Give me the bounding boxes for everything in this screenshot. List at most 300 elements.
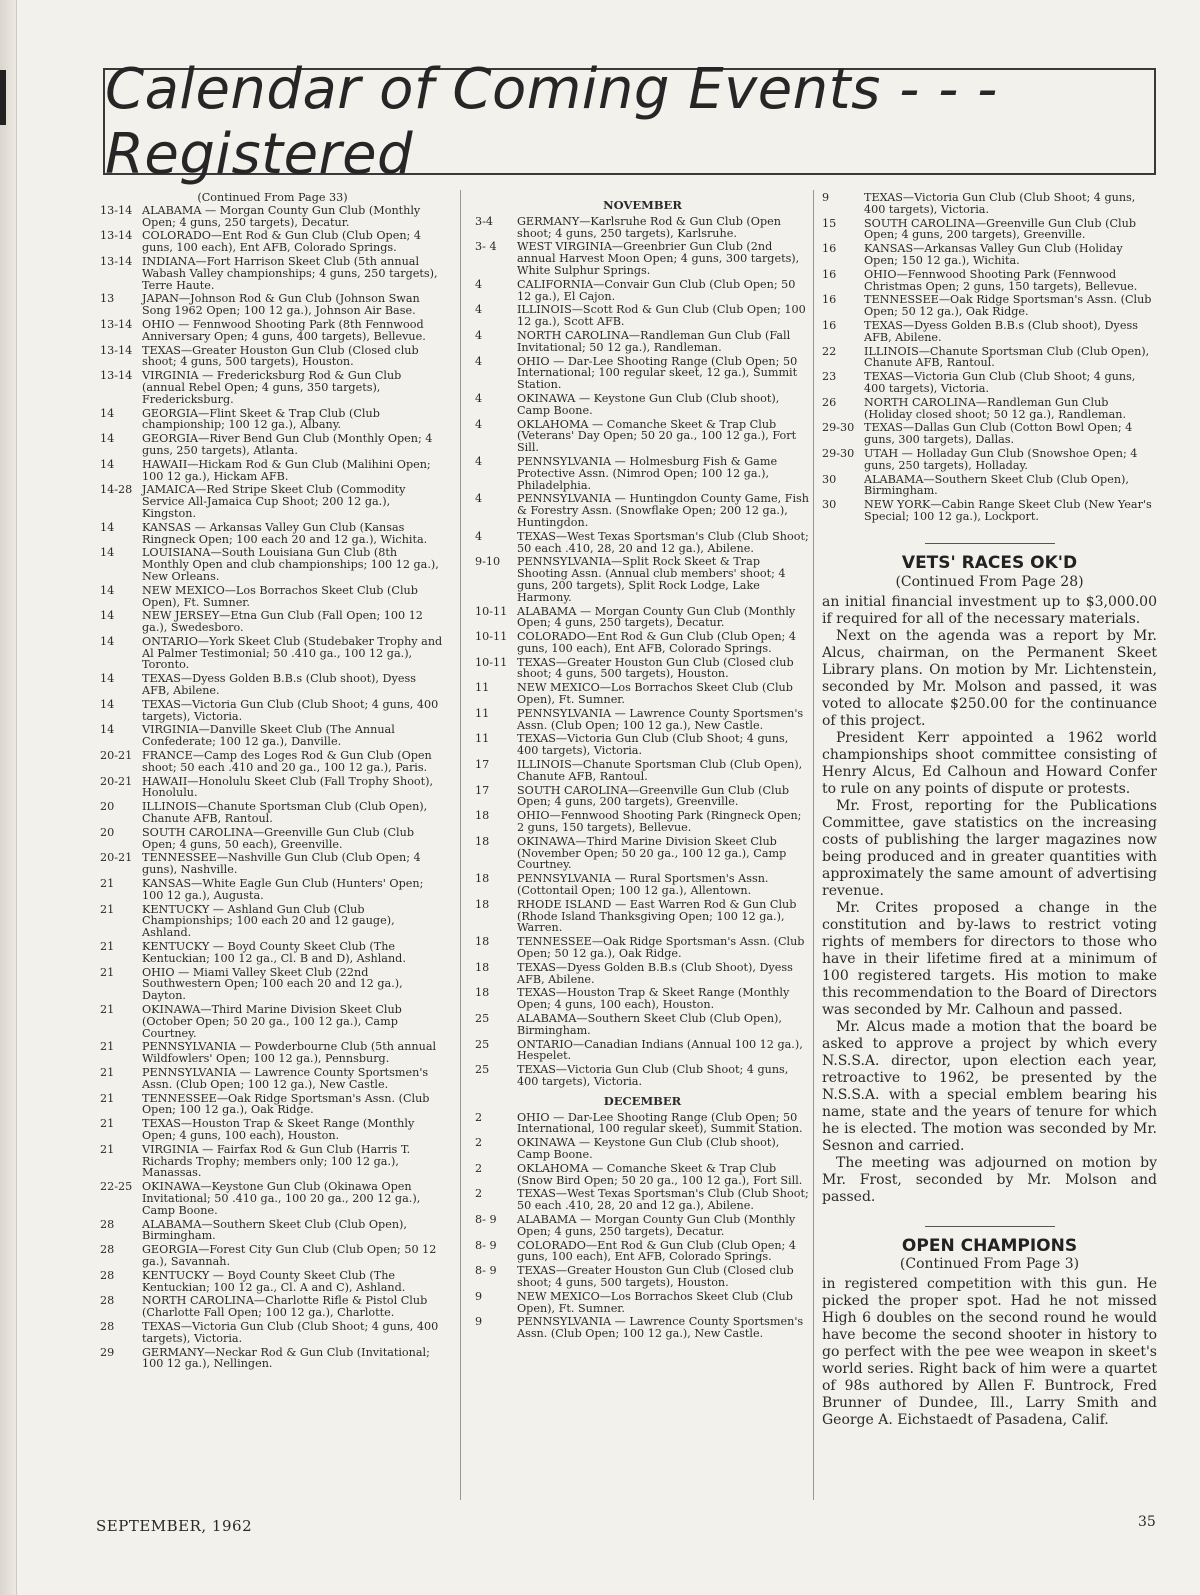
- event-entry: [100, 967, 445, 1002]
- event-date: 2: [475, 1136, 483, 1150]
- column-2: [475, 192, 810, 1502]
- event-text: OKINAWA—Third Marine Division Skeet Club (October Open; 50 20 ga., 100 12 ga.), Camp Courtney.: [142, 1003, 402, 1040]
- event-text: ALABAMA—Southern Skeet Club (Club Open), Birmingham.: [517, 1012, 782, 1037]
- event-entry: [100, 522, 445, 546]
- event-text: TEXAS—Greater Houston Gun Club (Closed club shoot; 4 guns, 500 targets), Houston.: [517, 655, 794, 681]
- event-entry: [100, 408, 445, 432]
- event-text: OKLAHOMA — Comanche Skeet & Trap Club (Snow Bird Open; 50 20 ga., 100 12 ga.), Fort Sill.: [517, 1161, 803, 1187]
- event-entry: [100, 585, 445, 609]
- event-date: 28: [100, 1243, 115, 1257]
- event-entry: [100, 699, 445, 723]
- event-entry: [475, 1137, 810, 1161]
- event-date: 15: [822, 216, 837, 230]
- event-date: 20-21: [100, 774, 133, 788]
- event-date: 16: [822, 242, 837, 256]
- vets-heading: VETS' RACES OK'D: [901, 552, 1078, 573]
- event-list-december: [475, 1112, 810, 1340]
- event-text: OHIO—Fennwood Shooting Park (Fennwood Christmas Open; 2 guns, 150 targets), Bellevue.: [864, 267, 1138, 293]
- event-entry: [100, 801, 445, 825]
- event-entry: [475, 1163, 810, 1187]
- open-heading: OPEN CHAMPIONS: [901, 1235, 1078, 1256]
- event-entry: [475, 1188, 810, 1212]
- event-date: 10-11: [475, 630, 508, 644]
- event-date: 29-30: [822, 421, 855, 435]
- article-paragraph: an initial financial investment up to $3,000.00 if required for all of the necessary materials.: [822, 593, 1157, 627]
- event-entry: [100, 1219, 445, 1243]
- event-text: JAPAN—Johnson Rod & Gun Club (Johnson Swan Song 1962 Open; 100 12 ga.), Johnson Air Base.: [142, 292, 420, 318]
- event-entry: [100, 433, 445, 457]
- event-entry: [475, 733, 810, 757]
- event-text: PENNSYLVANIA — Holmesburg Fish & Game Protective Assn. (Nimrod Open; 100 12 ga.), Philadelphia.: [517, 454, 778, 492]
- event-date: 2: [475, 1161, 483, 1175]
- event-entry: [475, 810, 810, 834]
- continued-note: (Continued From Page 33): [197, 192, 348, 204]
- event-text: ALABAMA — Morgan County Gun Club (Monthly Open; 4 guns, 250 targets), Decatur.: [517, 1212, 796, 1238]
- footer-date: SEPTEMBER, 1962: [96, 1517, 253, 1535]
- column-rule-1: [460, 190, 461, 1500]
- event-entry: [100, 1004, 445, 1039]
- event-entry: [475, 1112, 810, 1136]
- event-date: 14-28: [100, 483, 133, 497]
- event-entry: [475, 330, 810, 354]
- event-date: 21: [100, 1065, 115, 1079]
- event-entry: [475, 1064, 810, 1088]
- event-text: TEXAS—Dallas Gun Club (Cotton Bowl Open; 4 guns, 300 targets), Dallas.: [864, 421, 1133, 447]
- event-entry: [475, 899, 810, 934]
- event-text: OHIO — Miami Valley Skeet Club (22nd Southwestern Open; 100 each 20 and 12 ga.), Dayton.: [142, 965, 403, 1003]
- event-text: OKINAWA—Keystone Gun Club (Okinawa Open Invitational; 50 .410 ga., 100 20 ga., 200 12 ga.), Camp Boone.: [142, 1180, 421, 1217]
- event-date: 17: [475, 783, 490, 797]
- event-date: 14: [100, 583, 115, 597]
- event-entry: [100, 1144, 445, 1179]
- event-date: 28: [100, 1268, 115, 1282]
- event-text: PENNSYLVANIA—Split Rock Skeet & Trap Shooting Assn. (Annual club members' shoot; 4 guns, 200 targets), Split Rock Lodge, Lake Harmony.: [517, 555, 786, 604]
- event-text: TEXAS—Victoria Gun Club (Club Shoot; 4 guns, 400 targets), Victoria.: [864, 370, 1136, 395]
- event-entry: [475, 1013, 810, 1037]
- event-entry: [100, 1041, 445, 1065]
- event-entry: [100, 1295, 445, 1319]
- event-date: 11: [475, 681, 490, 695]
- event-date: 18: [475, 834, 490, 848]
- event-text: GEORGIA—Flint Skeet & Trap Club (Club championship; 100 12 ga.), Albany.: [142, 406, 380, 432]
- event-text: TENNESSEE—Oak Ridge Sportsman's Assn. (Club Open; 100 12 ga.), Oak Ridge.: [142, 1091, 430, 1117]
- event-entry: [100, 776, 445, 800]
- event-text: FRANCE—Camp des Loges Rod & Gun Club (Open shoot; 50 each .410 and 20 ga., 100 12 ga.), Paris.: [142, 749, 432, 774]
- article-paragraph: Next on the agenda was a report by Mr. Alcus, chairman, on the Permanent Skeet Library plans. On motion by Mr. Lichtenstein, seconded by Mr. Molson and passed, it was voted to allocate $250.00 for the continuance of this project.: [822, 627, 1157, 729]
- event-date: 9-10: [475, 555, 501, 569]
- event-entry: [475, 987, 810, 1011]
- event-text: NEW YORK—Cabin Range Skeet Club (New Year's Special; 100 12 ga.), Lockport.: [864, 498, 1152, 523]
- binding-edge: [0, 0, 17, 1595]
- event-entry: [100, 1347, 445, 1371]
- event-entry: [100, 1321, 445, 1345]
- event-entry: [475, 606, 810, 630]
- event-entry: [100, 1244, 445, 1268]
- event-date: 3- 4: [475, 240, 497, 254]
- title-box: [103, 56, 1156, 187]
- event-date: 25: [475, 1063, 490, 1077]
- event-entry: [822, 346, 1157, 370]
- event-date: 18: [475, 986, 490, 1000]
- vets-article-body: [822, 594, 1157, 1206]
- event-text: OHIO — Dar-Lee Shooting Range (Club Open; 50 International; 100 regular skeet, 12 ga.), Summit Station.: [517, 354, 798, 392]
- event-text: KENTUCKY — Ashland Gun Club (Club Championships; 100 each 20 and 12 gauge), Ashland.: [142, 902, 395, 940]
- event-date: 26: [822, 395, 837, 409]
- event-date: 13-14: [100, 254, 133, 268]
- event-date: 11: [475, 732, 490, 746]
- event-text: ALABAMA—Southern Skeet Club (Club Open), Birmingham.: [864, 472, 1129, 498]
- event-entry: [475, 556, 810, 603]
- event-date: 14: [100, 406, 115, 420]
- event-date: 16: [822, 293, 837, 307]
- event-date: 29-30: [822, 446, 855, 460]
- event-text: GEORGIA—Forest City Gun Club (Club Open; 50 12 ga.), Savannah.: [142, 1243, 437, 1268]
- event-date: 14: [100, 672, 115, 686]
- event-date: 21: [100, 902, 115, 916]
- event-text: PENNSYLVANIA — Lawrence County Sportsmen's Assn. (Club Open; 100 12 ga.), New Castle.: [142, 1065, 429, 1091]
- event-date: 9: [475, 1289, 483, 1303]
- event-entry: [100, 1067, 445, 1091]
- column-3: [822, 192, 1157, 1502]
- event-entry: [100, 1093, 445, 1117]
- open-article-body: [822, 1276, 1157, 1429]
- event-text: SOUTH CAROLINA—Greenville Gun Club (Club Open; 4 guns, 200 targets), Greenville.: [864, 216, 1136, 242]
- event-date: 18: [475, 809, 490, 823]
- event-date: 4: [475, 417, 483, 431]
- event-text: KENTUCKY — Boyd County Skeet Club (The Kentuckian; 100 12 ga., Cl. B and D), Ashland.: [142, 940, 406, 965]
- event-text: OHIO — Fennwood Shooting Park (8th Fennwood Anniversary Open; 4 guns, 400 targets), Bellevue.: [142, 317, 426, 343]
- event-entry: [100, 230, 445, 254]
- event-entry: [822, 474, 1157, 498]
- event-date: 14: [100, 546, 115, 560]
- event-text: TEXAS—Greater Houston Gun Club (Closed club shoot; 4 guns, 500 targets), Houston.: [517, 1264, 794, 1289]
- event-entry: [100, 904, 445, 939]
- event-entry: [475, 936, 810, 960]
- event-date: 28: [100, 1217, 115, 1231]
- event-entry: [475, 304, 810, 328]
- event-date: 21: [100, 1117, 115, 1131]
- event-text: ILLINOIS—Chanute Sportsman Club (Club Open), Chanute AFB, Rantoul.: [864, 344, 1150, 370]
- event-date: 28: [100, 1319, 115, 1333]
- event-date: 14: [100, 723, 115, 737]
- event-date: 29: [100, 1345, 115, 1359]
- event-entry: [475, 682, 810, 706]
- event-date: 4: [475, 454, 483, 468]
- event-text: PENNSYLVANIA — Lawrence County Sportsmen's Assn. (Club Open; 100 12 ga.), New Castle.: [517, 706, 804, 732]
- event-text: ILLINOIS—Chanute Sportsman Club (Club Open), Chanute AFB, Rantoul.: [142, 800, 428, 826]
- event-text: TEXAS—Victoria Gun Club (Club Shoot; 4 guns, 400 targets), Victoria.: [142, 697, 439, 723]
- page-number: 35: [1138, 1514, 1156, 1530]
- event-entry: [475, 1039, 810, 1063]
- event-text: ALABAMA — Morgan County Gun Club (Monthly Open; 4 guns, 250 targets), Decatur.: [142, 203, 421, 229]
- article-paragraph: Mr. Frost, reporting for the Publications Committee, gave statistics on the increasing costs of publishing the larger magazines now being produced and in greater quantities with approximately the same amount of advertising revenue.: [822, 797, 1157, 899]
- event-text: SOUTH CAROLINA—Greenville Gun Club (Club Open; 4 guns, 50 each), Greenville.: [142, 825, 414, 851]
- event-date: 2: [475, 1187, 483, 1201]
- event-entry: [100, 256, 445, 291]
- event-text: COLORADO—Ent Rod & Gun Club (Club Open; 4 guns, 100 each), Ent AFB, Colorado Springs.: [517, 1238, 796, 1264]
- event-date: 4: [475, 303, 483, 317]
- event-text: PENNSYLVANIA — Huntingdon County Game, Fish & Forestry Assn. (Snowflake Open; 200 12 ga.), Huntingdon.: [517, 492, 809, 529]
- event-date: 16: [822, 267, 837, 281]
- event-date: 4: [475, 391, 483, 405]
- event-text: ILLINOIS—Scott Rod & Gun Club (Club Open; 100 12 ga.), Scott AFB.: [517, 303, 806, 329]
- event-entry: [475, 657, 810, 681]
- event-text: ALABAMA—Southern Skeet Club (Club Open), Birmingham.: [142, 1217, 407, 1243]
- event-entry: [822, 397, 1157, 421]
- event-text: TEXAS—Victoria Gun Club (Club Shoot; 4 guns, 400 targets), Victoria.: [517, 732, 789, 758]
- event-text: NEW MEXICO—Los Borrachos Skeet Club (Club Open), Ft. Sumner.: [517, 1289, 793, 1315]
- column-rule-2: [813, 190, 814, 1500]
- event-entry: [822, 243, 1157, 267]
- event-date: 8- 9: [475, 1238, 497, 1252]
- event-text: LOUISIANA—South Louisiana Gun Club (8th Monthly Open and club championships; 100 12 ga.), New Orleans.: [142, 546, 439, 583]
- event-text: TEXAS—Houston Trap & Skeet Range (Monthly Open; 4 guns, 100 each), Houston.: [142, 1117, 415, 1142]
- event-entry: [475, 1316, 810, 1340]
- event-text: INDIANA—Fort Harrison Skeet Club (5th annual Wabash Valley championships; 4 guns, 250 targets), Terre Haute.: [142, 254, 438, 292]
- event-text: TEXAS—Dyess Golden B.B.s (Club shoot), Dyess AFB, Abilene.: [864, 318, 1138, 344]
- event-entry: [100, 345, 445, 369]
- event-date: 14: [100, 634, 115, 648]
- event-date: 25: [475, 1037, 490, 1051]
- event-entry: [475, 785, 810, 809]
- event-entry: [475, 356, 810, 391]
- event-text: PENNSYLVANIA — Lawrence County Sportsmen's Assn. (Club Open; 100 12 ga.), New Castle.: [517, 1315, 804, 1341]
- event-text: HAWAII—Honolulu Skeet Club (Fall Trophy Shoot), Honolulu.: [142, 774, 434, 800]
- column-1: [100, 192, 445, 1502]
- event-date: 9: [822, 192, 830, 204]
- event-entry: [475, 836, 810, 871]
- event-text: KANSAS—Arkansas Valley Gun Club (Holiday Open; 150 12 ga.), Wichita.: [864, 242, 1123, 267]
- event-text: UTAH — Holladay Gun Club (Snowshoe Open; 4 guns, 250 targets), Holladay.: [864, 446, 1138, 472]
- event-entry: [475, 393, 810, 417]
- month-heading-november: NOVEMBER: [603, 198, 682, 212]
- event-entry: [822, 294, 1157, 318]
- event-entry: [100, 205, 445, 229]
- event-entry: [822, 448, 1157, 472]
- section-divider: [925, 543, 1055, 544]
- event-text: GEORGIA—River Bend Gun Club (Monthly Open; 4 guns, 250 targets), Atlanta.: [142, 432, 433, 457]
- event-date: 13-14: [100, 203, 133, 217]
- event-text: ONTARIO—Canadian Indians (Annual 100 12 ga.), Hespelet.: [517, 1037, 803, 1063]
- event-entry: [475, 216, 810, 240]
- event-entry: [475, 631, 810, 655]
- event-text: OKINAWA — Keystone Gun Club (Club shoot), Camp Boone.: [517, 1136, 780, 1161]
- page-title: Calendar of Coming Events - - - Registered: [105, 56, 998, 187]
- event-text: KANSAS—White Eagle Gun Club (Hunters' Open; 100 12 ga.), Augusta.: [142, 877, 424, 902]
- event-entry: [475, 241, 810, 276]
- event-date: 16: [822, 318, 837, 332]
- event-entry: [100, 673, 445, 697]
- event-entry: [822, 422, 1157, 446]
- event-date: 8- 9: [475, 1264, 497, 1278]
- event-entry: [822, 371, 1157, 395]
- event-date: 20-21: [100, 851, 133, 865]
- event-text: KENTUCKY — Boyd County Skeet Club (The Kentuckian; 100 12 ga., Cl. A and C), Ashland.: [142, 1268, 406, 1294]
- event-text: NEW MEXICO—Los Borrachos Skeet Club (Club Open), Ft. Sumner.: [517, 681, 793, 707]
- event-date: 4: [475, 492, 483, 506]
- event-date: 21: [100, 877, 115, 891]
- event-date: 18: [475, 872, 490, 886]
- event-entry: [822, 499, 1157, 523]
- event-text: RHODE ISLAND — East Warren Rod & Gun Club (Rhode Island Thanksgiving Open; 100 12 ga.), Warren.: [517, 897, 797, 935]
- event-entry: [100, 1181, 445, 1216]
- event-text: TENNESSEE—Oak Ridge Sportsman's Assn. (Club Open; 50 12 ga.), Oak Ridge.: [864, 293, 1152, 319]
- event-date: 21: [100, 1091, 115, 1105]
- event-date: 20: [100, 800, 115, 814]
- event-entry: [100, 724, 445, 748]
- event-entry: [475, 873, 810, 897]
- event-entry: [822, 320, 1157, 344]
- event-entry: [475, 531, 810, 555]
- event-text: NEW JERSEY—Etna Gun Club (Fall Open; 100 12 ga.), Swedesboro.: [142, 609, 423, 635]
- event-text: KANSAS — Arkansas Valley Gun Club (Kansas Ringneck Open; 100 each 20 and 12 ga.), Wichita.: [142, 520, 428, 546]
- event-entry: [100, 827, 445, 851]
- event-entry: [475, 1291, 810, 1315]
- vets-continued: (Continued From Page 28): [895, 573, 1084, 590]
- event-text: VIRGINIA — Fairfax Rod & Gun Club (Harris T. Richards Trophy; members only; 100 12 ga.), Manassas.: [142, 1142, 411, 1180]
- event-text: JAMAICA—Red Stripe Skeet Club (Commodity Service All-Jamaica Cup Shoot; 200 12 ga.), Kingston.: [142, 483, 406, 520]
- event-date: 14: [100, 432, 115, 446]
- event-entry: [100, 547, 445, 582]
- event-text: TEXAS—West Texas Sportsman's Club (Club Shoot; 50 each .410, 28, 20 and 12 ga.), Abilene.: [517, 529, 809, 555]
- binding-mark: [0, 70, 6, 125]
- event-list-col1: [100, 205, 445, 1370]
- event-text: VIRGINIA—Danville Skeet Club (The Annual Confederate; 100 12 ga.), Danville.: [142, 723, 395, 749]
- event-text: NORTH CAROLINA—Randleman Gun Club (Holiday closed shoot; 50 12 ga.), Randleman.: [864, 395, 1127, 421]
- event-entry: [100, 1118, 445, 1142]
- event-date: 13-14: [100, 343, 133, 357]
- event-entry: [100, 878, 445, 902]
- open-continued: (Continued From Page 3): [899, 1256, 1080, 1273]
- event-date: 14: [100, 609, 115, 623]
- event-entry: [475, 456, 810, 491]
- event-text: NEW MEXICO—Los Borrachos Skeet Club (Club Open), Ft. Sumner.: [142, 583, 418, 609]
- article-paragraph: in registered competition with this gun. He picked the proper spot. Had he not missed High 6 doubles on the second round he would have become the second shooter in history to go perfect with the pee wee weapon in skeet's world series. Right back of him were a quartet of 98s authored by Allen F. Buntrock, Fred Brunner of Dundee, Ill., Larry Smith and George A. Eichstaedt of Pasadena, Calif.: [822, 1276, 1157, 1429]
- event-date: 21: [100, 1040, 115, 1054]
- event-entry: [822, 192, 1157, 216]
- event-text: OKLAHOMA — Comanche Skeet & Trap Club (Veterans' Day Open; 50 20 ga., 100 12 ga.), Fort Sill.: [517, 417, 797, 455]
- article-paragraph: President Kerr appointed a 1962 world championships shoot committee consisting of Henry Alcus, Ed Calhoun and Howard Confer to rule on any points of dispute or protests.: [822, 729, 1157, 797]
- event-date: 28: [100, 1294, 115, 1308]
- section-divider: [925, 1226, 1055, 1227]
- event-text: PENNSYLVANIA — Powderbourne Club (5th annual Wildfowlers' Open; 100 12 ga.), Pennsburg.: [142, 1040, 437, 1066]
- event-entry: [100, 293, 445, 317]
- event-date: 22: [822, 344, 837, 358]
- event-entry: [100, 636, 445, 671]
- event-date: 8- 9: [475, 1212, 497, 1226]
- event-date: 10-11: [475, 655, 508, 669]
- event-date: 3-4: [475, 214, 494, 228]
- event-date: 14: [100, 457, 115, 471]
- event-list-november: [475, 216, 810, 1088]
- event-text: OHIO — Dar-Lee Shooting Range (Club Open; 50 International, 100 regular skeet), Summit Station.: [517, 1110, 803, 1136]
- event-text: TEXAS—Victoria Gun Club (Club Shoot; 4 guns, 400 targets), Victoria.: [142, 1319, 439, 1345]
- event-entry: [475, 1240, 810, 1264]
- event-text: ILLINOIS—Chanute Sportsman Club (Club Open), Chanute AFB, Rantoul.: [517, 758, 803, 783]
- event-date: 30: [822, 472, 837, 486]
- event-entry: [475, 759, 810, 783]
- event-text: GERMANY—Karlsruhe Rod & Gun Club (Open shoot; 4 guns, 250 targets), Karlsruhe.: [517, 214, 781, 240]
- event-text: TENNESSEE—Oak Ridge Sportsman's Assn. (Club Open; 50 12 ga.), Oak Ridge.: [517, 935, 805, 961]
- event-entry: [100, 484, 445, 519]
- event-entry: [475, 1214, 810, 1238]
- event-date: 13-14: [100, 369, 133, 383]
- event-entry: [475, 962, 810, 986]
- article-paragraph: The meeting was adjourned on motion by Mr. Frost, seconded by Mr. Molson and passed.: [822, 1154, 1157, 1205]
- event-text: TEXAS—Houston Trap & Skeet Range (Monthly Open; 4 guns, 100 each), Houston.: [517, 986, 790, 1012]
- event-text: TENNESSEE—Nashville Gun Club (Club Open; 4 guns), Nashville.: [142, 851, 421, 877]
- event-date: 14: [100, 520, 115, 534]
- event-text: OHIO—Fennwood Shooting Park (Ringneck Open; 2 guns, 150 targets), Bellevue.: [517, 809, 802, 835]
- event-date: 23: [822, 370, 837, 384]
- event-text: TEXAS—Victoria Gun Club (Club Shoot; 4 guns, 400 targets), Victoria.: [517, 1063, 789, 1088]
- event-entry: [475, 279, 810, 303]
- event-date: 10-11: [475, 604, 508, 618]
- event-date: 20-21: [100, 749, 133, 763]
- event-date: 11: [475, 706, 490, 720]
- event-text: CALIFORNIA—Convair Gun Club (Club Open; 50 12 ga.), El Cajon.: [517, 277, 796, 303]
- event-date: 18: [475, 935, 490, 949]
- event-text: TEXAS—Victoria Gun Club (Club Shoot; 4 guns, 400 targets), Victoria.: [864, 192, 1136, 216]
- event-entry: [822, 269, 1157, 293]
- event-date: 13-14: [100, 317, 133, 331]
- event-date: 9: [475, 1315, 483, 1329]
- event-text: ONTARIO—York Skeet Club (Studebaker Trophy and Al Palmer Testimonial; 50 .410 ga., 100 12 ga.), Toronto.: [142, 634, 443, 672]
- event-text: OKINAWA—Third Marine Division Skeet Club (November Open; 50 20 ga., 100 12 ga.), Camp Courtney.: [517, 834, 787, 872]
- event-date: 21: [100, 940, 115, 954]
- event-text: TEXAS—Dyess Golden B.B.s (Club shoot), Dyess AFB, Abilene.: [142, 672, 416, 698]
- event-entry: [100, 852, 445, 876]
- event-entry: [475, 708, 810, 732]
- event-text: HAWAII—Hickam Rod & Gun Club (Malihini Open; 100 12 ga.), Hickam AFB.: [142, 457, 431, 483]
- event-date: 22-25: [100, 1180, 133, 1194]
- event-entry: [100, 459, 445, 483]
- event-date: 4: [475, 328, 483, 342]
- event-date: 4: [475, 277, 483, 291]
- event-entry: [100, 750, 445, 774]
- event-text: TEXAS—Dyess Golden B.B.s (Club Shoot), Dyess AFB, Abilene.: [517, 960, 793, 986]
- event-text: COLORADO—Ent Rod & Gun Club (Club Open; 4 guns, 100 each), Ent AFB, Colorado Springs.: [517, 630, 796, 655]
- event-entry: [100, 1270, 445, 1294]
- event-date: 21: [100, 1142, 115, 1156]
- event-list-december-cont: [822, 192, 1157, 523]
- event-text: OKINAWA — Keystone Gun Club (Club shoot), Camp Boone.: [517, 391, 780, 417]
- event-text: WEST VIRGINIA—Greenbrier Gun Club (2nd annual Harvest Moon Open; 4 guns, 300 targets), White Sulphur Springs.: [517, 240, 800, 277]
- event-date: 13-14: [100, 229, 133, 243]
- event-date: 4: [475, 354, 483, 368]
- event-entry: [100, 610, 445, 634]
- event-text: GERMANY—Neckar Rod & Gun Club (Invitational; 100 12 ga.), Nellingen.: [142, 1345, 430, 1371]
- event-text: SOUTH CAROLINA—Greenville Gun Club (Club Open; 4 guns, 200 targets), Greenville.: [517, 783, 789, 809]
- event-text: TEXAS—Greater Houston Gun Club (Closed club shoot; 4 guns, 500 targets), Houston.: [142, 343, 419, 369]
- article-paragraph: Mr. Crites proposed a change in the constitution and by-laws to restrict voting rights of members for directors to those who have in their lifetime fired at a minimum of 100 registered targets. His motion to make this recommendation to the Board of Directors was seconded by Mr. Calhoun and passed.: [822, 899, 1157, 1018]
- event-text: VIRGINIA — Fredericksburg Rod & Gun Club (annual Rebel Open; 4 guns, 350 targets), Fredericksburg.: [142, 369, 402, 406]
- event-date: 21: [100, 965, 115, 979]
- event-date: 20: [100, 825, 115, 839]
- article-paragraph: Mr. Alcus made a motion that the board be asked to approve a project by which every N.S.S.A. director, upon election each year, retroactive to 1962, be presented by the N.S.S.A. with a special emblem bearing his name, state and the years of tenure for which he is elected. The motion was seconded by Mr. Sesnon and carried.: [822, 1018, 1157, 1154]
- event-date: 4: [475, 529, 483, 543]
- event-date: 18: [475, 960, 490, 974]
- event-date: 25: [475, 1012, 490, 1025]
- event-entry: [475, 493, 810, 528]
- event-date: 18: [475, 897, 490, 911]
- event-date: 13: [100, 292, 115, 306]
- event-entry: [100, 941, 445, 965]
- event-text: TEXAS—West Texas Sportsman's Club (Club Shoot; 50 each .410, 28, 20 and 12 ga.), Abilene.: [517, 1187, 809, 1213]
- event-date: 17: [475, 758, 490, 772]
- event-text: NORTH CAROLINA—Charlotte Rifle & Pistol Club (Charlotte Fall Open; 100 12 ga.), Charlotte.: [142, 1294, 428, 1320]
- event-date: 14: [100, 697, 115, 711]
